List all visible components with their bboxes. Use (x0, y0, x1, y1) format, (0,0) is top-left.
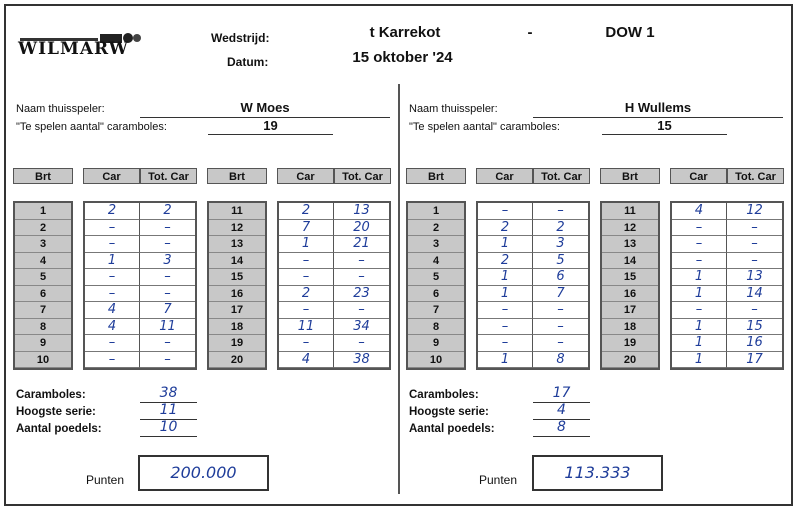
away-inning-car: – (478, 203, 533, 220)
home-hoogste-label: Hoogste serie: (16, 406, 96, 418)
away-inning-number: 2 (408, 220, 464, 237)
away-inning-total: 17 (727, 352, 782, 369)
away-inning-car: – (478, 302, 533, 319)
home-inning-total: – (140, 236, 195, 253)
home-inning-car: – (279, 253, 334, 270)
home-target-label: "Te spelen aantal" caramboles: (16, 121, 167, 133)
away-hoogste-label: Hoogste serie: (409, 406, 489, 418)
away-inning-number: 19 (602, 335, 658, 352)
home-inning-total: 13 (334, 203, 389, 220)
home-inning-number: 19 (209, 335, 265, 352)
home-name-label: Naam thuisspeler: (16, 103, 105, 115)
home-inning-number: 11 (209, 203, 265, 220)
away-inning-number: 17 (602, 302, 658, 319)
away-caramboles-label: Caramboles: (409, 389, 479, 401)
home-inning-total: 7 (140, 302, 195, 319)
away-inning-number: 8 (408, 319, 464, 336)
home-inning-number: 4 (15, 253, 71, 270)
away-inning-car: 1 (478, 269, 533, 286)
away-inning-number: 6 (408, 286, 464, 303)
home-inning-number: 18 (209, 319, 265, 336)
away-team: DOW 1 (605, 24, 655, 41)
away-inning-total: – (533, 319, 588, 336)
home-inning-total: – (334, 253, 389, 270)
home-inning-car: 4 (279, 352, 334, 369)
away-inning-total: 12 (727, 203, 782, 220)
away-inning-car: – (672, 302, 727, 319)
home-car-header: Car (277, 168, 334, 184)
home-inning-total: – (140, 352, 195, 369)
home-inning-total: – (140, 286, 195, 303)
away-inning-car: 1 (672, 269, 727, 286)
home-inning-car: – (279, 335, 334, 352)
away-inning-total: – (533, 302, 588, 319)
match-date: 15 oktober '24 (352, 49, 453, 66)
home-inning-total: 11 (140, 319, 195, 336)
home-inning-car: – (279, 269, 334, 286)
home-inning-car: – (85, 220, 140, 237)
away-inning-number: 16 (602, 286, 658, 303)
away-inning-number: 7 (408, 302, 464, 319)
datum-label: Datum: (227, 55, 269, 69)
away-inning-total: 3 (533, 236, 588, 253)
home-inning-car: 7 (279, 220, 334, 237)
away-target-label: "Te spelen aantal" caramboles: (409, 121, 560, 133)
home-inning-number: 1 (15, 203, 71, 220)
away-inning-total: – (727, 220, 782, 237)
home-tot-header: Tot. Car (140, 168, 197, 184)
home-inning-number: 13 (209, 236, 265, 253)
home-inning-car: 4 (85, 319, 140, 336)
home-punten-value: 200.000 (138, 455, 269, 491)
home-inning-number: 9 (15, 335, 71, 352)
away-player-name: H Wullems (533, 100, 783, 118)
home-inning-total: – (140, 220, 195, 237)
away-brt-header: Brt (406, 168, 466, 184)
home-inning-car: 11 (279, 319, 334, 336)
away-inning-car: 1 (672, 352, 727, 369)
away-inning-number: 20 (602, 352, 658, 369)
home-inning-car: 1 (85, 253, 140, 270)
away-inning-car: – (478, 319, 533, 336)
away-inning-number: 15 (602, 269, 658, 286)
away-brt-header: Brt (600, 168, 660, 184)
home-tot-header: Tot. Car (334, 168, 391, 184)
home-poedels-label: Aantal poedels: (16, 423, 102, 435)
away-inning-total: – (533, 203, 588, 220)
away-inning-car: 1 (672, 335, 727, 352)
home-inning-total: 20 (334, 220, 389, 237)
home-inning-car: – (85, 236, 140, 253)
away-inning-number: 12 (602, 220, 658, 237)
away-inning-number: 13 (602, 236, 658, 253)
away-tot-header: Tot. Car (727, 168, 784, 184)
away-car-header: Car (670, 168, 727, 184)
home-inning-car: – (279, 302, 334, 319)
away-inning-car: – (672, 253, 727, 270)
away-inning-total: 5 (533, 253, 588, 270)
home-inning-number: 12 (209, 220, 265, 237)
home-car-header: Car (83, 168, 140, 184)
center-divider (398, 84, 400, 494)
home-inning-total: – (334, 302, 389, 319)
home-caramboles-value: 38 (140, 386, 197, 403)
home-player-name: W Moes (140, 100, 390, 118)
away-inning-total: 15 (727, 319, 782, 336)
home-caramboles-label: Caramboles: (16, 389, 86, 401)
home-inning-total: – (334, 335, 389, 352)
home-inning-number: 6 (15, 286, 71, 303)
home-inning-car: – (85, 335, 140, 352)
away-inning-number: 11 (602, 203, 658, 220)
away-name-label: Naam thuisspeler: (409, 103, 498, 115)
away-inning-total: 14 (727, 286, 782, 303)
away-inning-car: 4 (672, 203, 727, 220)
home-inning-total: 23 (334, 286, 389, 303)
away-inning-car: – (672, 220, 727, 237)
home-inning-car: – (85, 286, 140, 303)
away-inning-number: 14 (602, 253, 658, 270)
away-inning-total: – (727, 302, 782, 319)
away-inning-total: 13 (727, 269, 782, 286)
home-target-value: 19 (208, 118, 333, 135)
away-hoogste-value: 4 (533, 403, 590, 420)
team-separator: - (527, 24, 533, 41)
home-inning-total: 2 (140, 203, 195, 220)
away-inning-number: 10 (408, 352, 464, 369)
away-punten-label: Punten (479, 473, 518, 487)
home-inning-number: 8 (15, 319, 71, 336)
away-inning-total: 7 (533, 286, 588, 303)
club-logo (18, 32, 143, 58)
away-inning-car: 1 (672, 286, 727, 303)
home-inning-number: 16 (209, 286, 265, 303)
home-inning-number: 14 (209, 253, 265, 270)
away-inning-number: 4 (408, 253, 464, 270)
wedstrijd-label: Wedstrijd: (211, 31, 270, 45)
away-inning-total: 16 (727, 335, 782, 352)
home-inning-total: 34 (334, 319, 389, 336)
away-inning-car: – (672, 236, 727, 253)
away-inning-number: 5 (408, 269, 464, 286)
home-team: t Karrekot (369, 24, 441, 41)
away-punten-value: 113.333 (532, 455, 663, 491)
home-brt-header: Brt (13, 168, 73, 184)
logo-text: WILMARW (18, 39, 129, 59)
away-tot-header: Tot. Car (533, 168, 590, 184)
away-inning-car: 1 (478, 352, 533, 369)
away-poedels-value: 8 (533, 420, 590, 437)
home-inning-number: 5 (15, 269, 71, 286)
home-hoogste-value: 11 (140, 403, 197, 420)
home-inning-car: 1 (279, 236, 334, 253)
away-inning-total: 2 (533, 220, 588, 237)
away-inning-total: 6 (533, 269, 588, 286)
home-inning-number: 15 (209, 269, 265, 286)
away-inning-total: – (533, 335, 588, 352)
home-inning-total: 38 (334, 352, 389, 369)
away-inning-number: 3 (408, 236, 464, 253)
away-target-value: 15 (602, 118, 727, 135)
home-inning-total: – (334, 269, 389, 286)
home-inning-number: 10 (15, 352, 71, 369)
away-poedels-label: Aantal poedels: (409, 423, 495, 435)
home-inning-number: 2 (15, 220, 71, 237)
home-inning-number: 7 (15, 302, 71, 319)
away-inning-number: 18 (602, 319, 658, 336)
home-brt-header: Brt (207, 168, 267, 184)
home-poedels-value: 10 (140, 420, 197, 437)
away-inning-car: – (478, 335, 533, 352)
away-inning-number: 9 (408, 335, 464, 352)
away-inning-car: 1 (478, 286, 533, 303)
home-inning-car: 2 (85, 203, 140, 220)
away-inning-car: 1 (672, 319, 727, 336)
away-inning-car: 2 (478, 220, 533, 237)
home-inning-car: 2 (279, 286, 334, 303)
home-inning-number: 20 (209, 352, 265, 369)
away-inning-car: 1 (478, 236, 533, 253)
home-inning-number: 17 (209, 302, 265, 319)
away-inning-number: 1 (408, 203, 464, 220)
home-inning-car: – (85, 269, 140, 286)
home-inning-total: – (140, 335, 195, 352)
home-inning-total: 21 (334, 236, 389, 253)
away-car-header: Car (476, 168, 533, 184)
home-inning-total: 3 (140, 253, 195, 270)
home-inning-car: 2 (279, 203, 334, 220)
away-inning-total: – (727, 236, 782, 253)
home-punten-label: Punten (86, 473, 125, 487)
home-inning-car: 4 (85, 302, 140, 319)
away-inning-total: 8 (533, 352, 588, 369)
away-inning-car: 2 (478, 253, 533, 270)
away-caramboles-value: 17 (533, 386, 590, 403)
home-inning-number: 3 (15, 236, 71, 253)
home-inning-total: – (140, 269, 195, 286)
away-inning-total: – (727, 253, 782, 270)
home-inning-car: – (85, 352, 140, 369)
